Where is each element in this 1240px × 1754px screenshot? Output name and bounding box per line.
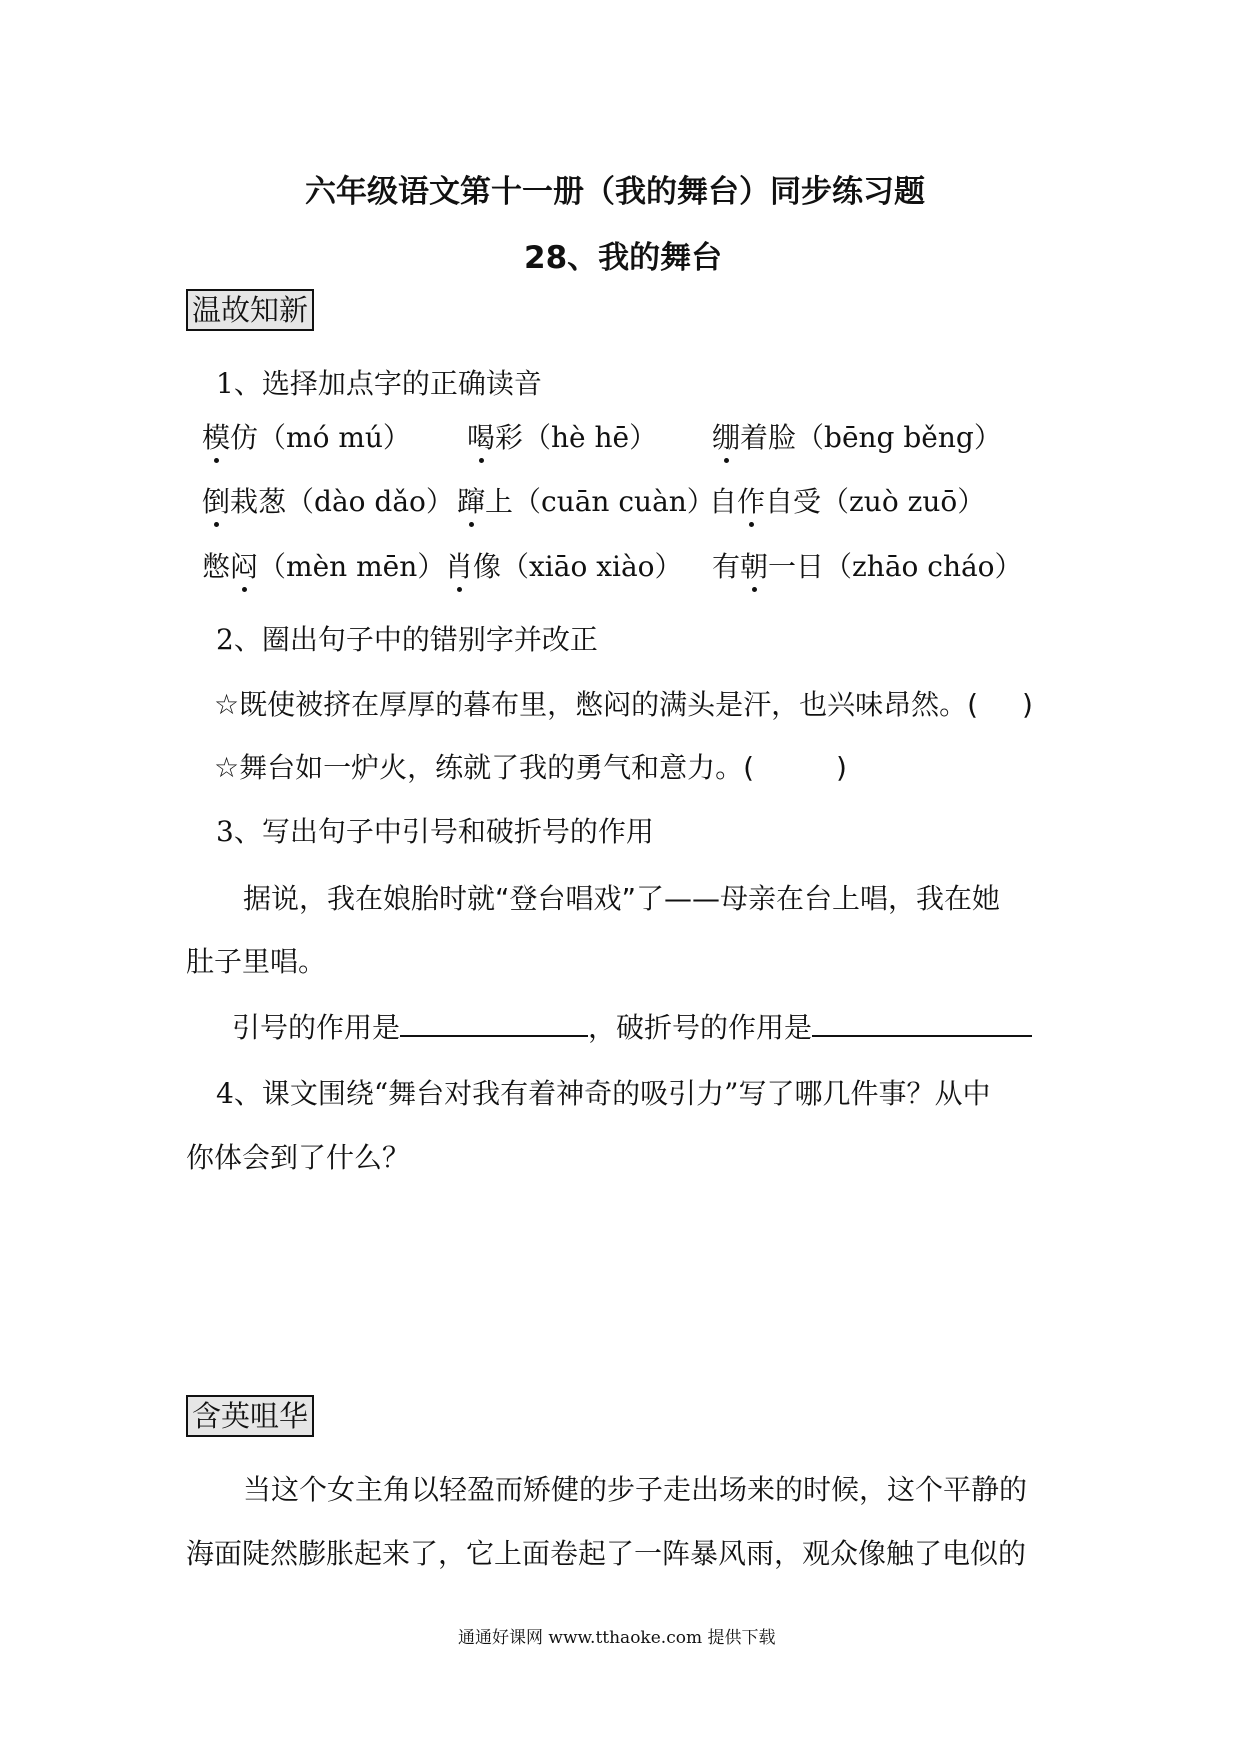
dotted-char: 肖	[445, 550, 474, 583]
pinyin-item: 喝彩（hè hē）	[467, 421, 658, 454]
footer-credit: 通通好课网 www.tthaoke.com 提供下载	[458, 1628, 776, 1648]
answer-blank-dash[interactable]	[812, 1007, 1032, 1037]
sentence-2: ☆舞台如一炉火，练就了我的勇气和意力。( )	[214, 751, 847, 784]
fill-in-line: 引号的作用是 ，破折号的作用是	[232, 1006, 1032, 1046]
section-label-reading: 含英咀华	[186, 1395, 314, 1437]
dotted-char: 蹿	[457, 485, 486, 518]
dotted-char: 作	[737, 485, 766, 518]
pinyin-item: 自作自受（zuò zuō）	[709, 485, 986, 518]
reading-line-1: 当这个女主角以轻盈而矫健的步子走出场来的时候，这个平静的	[243, 1473, 1028, 1506]
pinyin-item: 有朝一日（zhāo cháo）	[712, 550, 1023, 583]
quote-paragraph-line-2: 肚子里唱。	[186, 945, 327, 978]
reading-line-2: 海面陡然膨胀起来了，它上面卷起了一阵暴风雨，观众像触了电似的	[186, 1537, 1027, 1570]
pinyin-item: 蹿上（cuān cuàn）	[457, 485, 715, 518]
quote-paragraph-line-1: 据说，我在娘胎时就“登台唱戏”了——母亲在台上唱，我在她	[243, 882, 1001, 915]
pinyin-item: 模仿（mó mú）	[202, 421, 411, 454]
pinyin-item: 肖像（xiāo xiào）	[445, 550, 683, 583]
dotted-char: 绷	[712, 421, 741, 454]
lesson-title: 28、我的舞台	[524, 240, 723, 276]
pinyin-item: 倒栽葱（dào dǎo）	[202, 485, 454, 518]
dotted-char: 朝	[740, 550, 769, 583]
dotted-char: 喝	[467, 421, 496, 454]
dotted-char: 倒	[202, 485, 231, 518]
pinyin-item: 绷着脸（bēng běng）	[712, 421, 1002, 454]
dotted-char: 模	[202, 421, 231, 454]
answer-blank-quotes[interactable]	[400, 1007, 588, 1037]
page-title: 六年级语文第十一册（我的舞台）同步练习题	[305, 174, 925, 210]
sentence-1: ☆既使被挤在厚厚的暮布里，憋闷的满头是汗，也兴味昂然。( )	[214, 688, 1033, 721]
section-label-review: 温故知新	[186, 289, 314, 331]
question-1-prompt: 1、选择加点字的正确读音	[216, 367, 542, 400]
question-2-prompt: 2、圈出句子中的错别字并改正	[216, 623, 598, 656]
dotted-char: 闷	[230, 550, 259, 583]
question-4-line-2: 你体会到了什么？	[186, 1141, 411, 1174]
question-4-line-1: 4、课文围绕“舞台对我有着神奇的吸引力”写了哪几件事？从中	[216, 1077, 991, 1110]
question-3-prompt: 3、写出句子中引号和破折号的作用	[216, 815, 654, 848]
pinyin-item: 憋闷（mèn mēn）	[202, 550, 446, 583]
